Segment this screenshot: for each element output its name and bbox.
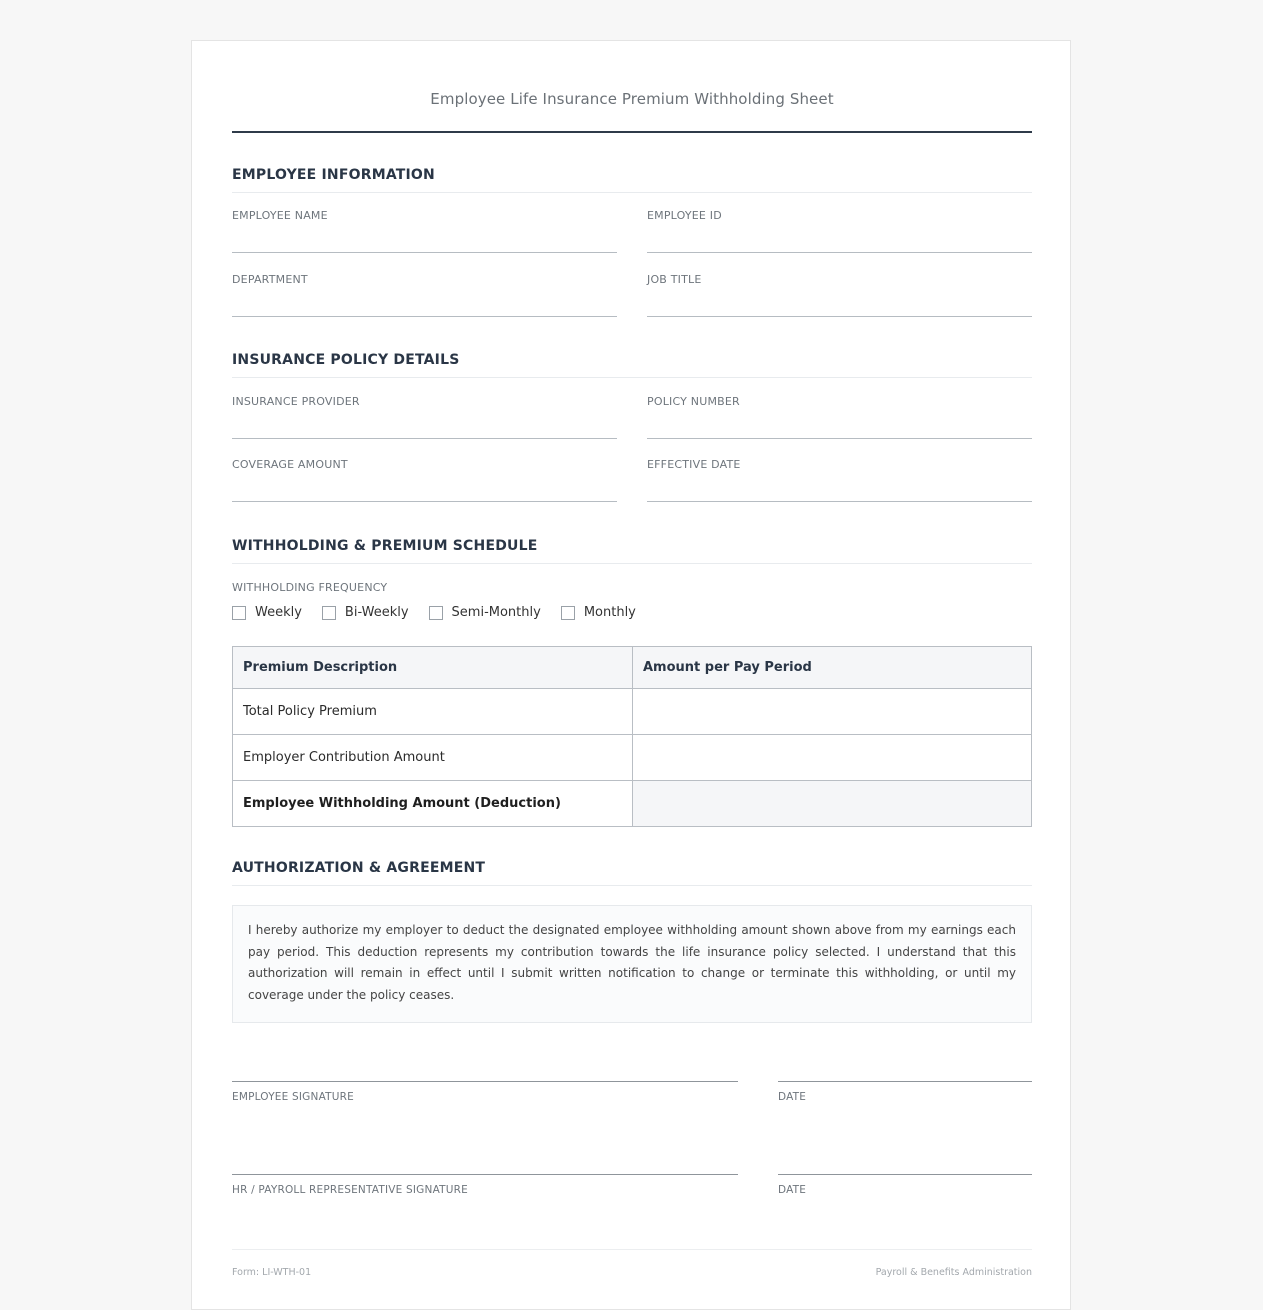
footer-form-id: Form: LI-WTH-01: [232, 1267, 312, 1278]
monthly-label: Monthly: [583, 605, 636, 620]
frequency-option-bi-weekly[interactable]: [322, 605, 409, 620]
employee-signature-label: EMPLOYEE SIGNATURE: [232, 1091, 354, 1103]
coverage-amount-label: COVERAGE AMOUNT: [232, 458, 348, 471]
employee-date-line[interactable]: [778, 1081, 1032, 1082]
hr-date-label: DATE: [778, 1184, 807, 1196]
document-page: [191, 40, 1071, 1310]
effective-date-label: EFFECTIVE DATE: [647, 458, 741, 471]
weekly-checkbox[interactable]: [232, 606, 246, 620]
frequency-option-weekly[interactable]: [232, 605, 302, 620]
frequency-option-monthly[interactable]: [561, 605, 636, 620]
employee-date-block[interactable]: [778, 1081, 1032, 1103]
bi-weekly-checkbox[interactable]: [322, 606, 336, 620]
section-heading-withholding-schedule: WITHHOLDING & PREMIUM SCHEDULE: [232, 538, 1032, 564]
employee-id-input-line[interactable]: [647, 252, 1032, 253]
hr-date-block[interactable]: [778, 1174, 1032, 1196]
footer-divider: [232, 1249, 1032, 1250]
insurance-provider-field[interactable]: [232, 395, 617, 439]
employee-name-label: EMPLOYEE NAME: [232, 209, 328, 222]
job-title-field[interactable]: [647, 273, 1032, 317]
semi-monthly-checkbox[interactable]: [429, 606, 443, 620]
employee-signature-block[interactable]: [232, 1081, 738, 1103]
withholding-frequency-options: [232, 605, 656, 620]
row-amount-employer-contribution[interactable]: [633, 735, 1032, 781]
job-title-label: JOB TITLE: [647, 273, 702, 286]
row-description-total-policy-premium: Total Policy Premium: [233, 689, 633, 735]
bi-weekly-label: Bi-Weekly: [344, 605, 409, 620]
policy-number-input-line[interactable]: [647, 438, 1032, 439]
semi-monthly-label: Semi-Monthly: [451, 605, 541, 620]
employee-signature-line[interactable]: [232, 1081, 738, 1082]
effective-date-field[interactable]: [647, 458, 1032, 502]
section-heading-authorization: AUTHORIZATION & AGREEMENT: [232, 860, 1032, 886]
coverage-amount-field[interactable]: [232, 458, 617, 502]
table-row: [233, 689, 1032, 735]
row-description-employee-withholding: Employee Withholding Amount (Deduction): [233, 781, 633, 827]
monthly-checkbox[interactable]: [561, 606, 575, 620]
coverage-amount-input-line[interactable]: [232, 501, 617, 502]
employee-id-label: EMPLOYEE ID: [647, 209, 722, 222]
column-header-description: Premium Description: [233, 647, 633, 689]
hr-signature-label: HR / PAYROLL REPRESENTATIVE SIGNATURE: [232, 1184, 468, 1196]
job-title-input-line[interactable]: [647, 316, 1032, 317]
table-row: [233, 735, 1032, 781]
department-label: DEPARTMENT: [232, 273, 308, 286]
employee-name-input-line[interactable]: [232, 252, 617, 253]
title-divider: [232, 131, 1032, 133]
footer-department: Payroll & Benefits Administration: [875, 1267, 1032, 1278]
insurance-provider-label: INSURANCE PROVIDER: [232, 395, 360, 408]
effective-date-input-line[interactable]: [647, 501, 1032, 502]
department-input-line[interactable]: [232, 316, 617, 317]
hr-signature-line[interactable]: [232, 1174, 738, 1175]
section-heading-employee-information: EMPLOYEE INFORMATION: [232, 167, 1032, 193]
document-title: Employee Life Insurance Premium Withholding Sheet: [430, 90, 834, 108]
frequency-option-semi-monthly[interactable]: [429, 605, 541, 620]
employee-id-field[interactable]: [647, 209, 1032, 253]
withholding-frequency-label: WITHHOLDING FREQUENCY: [232, 581, 388, 594]
policy-number-label: POLICY NUMBER: [647, 395, 740, 408]
table-row: [233, 781, 1032, 827]
department-field[interactable]: [232, 273, 617, 317]
row-description-employer-contribution: Employer Contribution Amount: [233, 735, 633, 781]
premium-table: [232, 646, 1032, 827]
insurance-provider-input-line[interactable]: [232, 438, 617, 439]
hr-signature-block[interactable]: [232, 1174, 738, 1196]
weekly-label: Weekly: [255, 605, 302, 620]
row-amount-employee-withholding[interactable]: [633, 781, 1032, 827]
premium-table-header-row: [233, 647, 1032, 689]
row-amount-total-policy-premium[interactable]: [633, 689, 1032, 735]
hr-date-line[interactable]: [778, 1174, 1032, 1175]
employee-date-label: DATE: [778, 1091, 807, 1103]
policy-number-field[interactable]: [647, 395, 1032, 439]
section-heading-insurance-policy-details: INSURANCE POLICY DETAILS: [232, 352, 1032, 378]
authorization-statement: I hereby authorize my employer to deduct the designated employee withholding amount shown above from my earnings each pay period. This deduction represents my contribution towards the life insurance policy selected. I understand that this authorization will remain in effect until I submit written notification to change or terminate this withholding, or until my coverage under the policy ceases.: [232, 905, 1032, 1023]
column-header-amount: Amount per Pay Period: [633, 647, 1032, 689]
employee-name-field[interactable]: [232, 209, 617, 253]
